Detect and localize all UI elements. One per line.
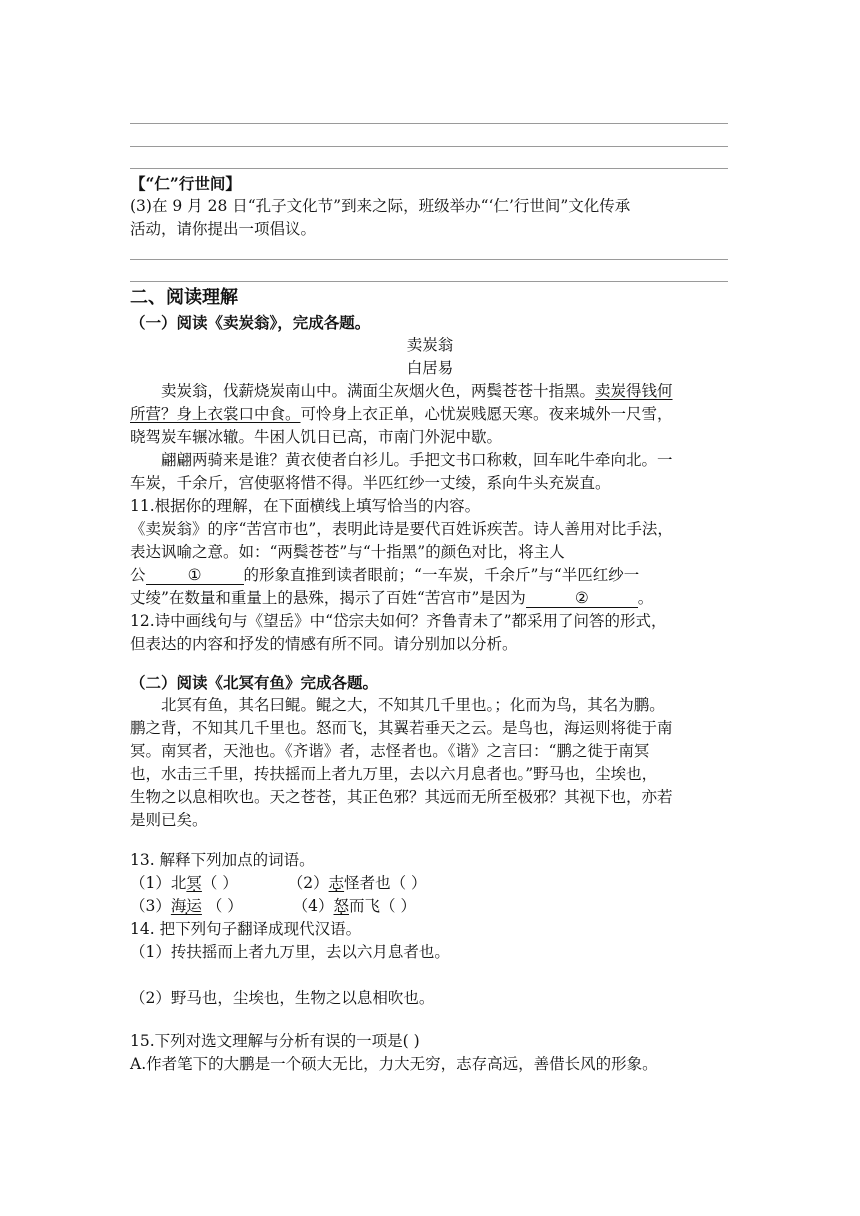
poem-para-1-line-2 bbox=[130, 403, 730, 426]
question-11-line-5 bbox=[130, 587, 730, 610]
question-14-1: （1）抟扶摇而上者九万里，去以六月息者也。 bbox=[130, 943, 450, 961]
question-3-line-1: (3)在 9 月 28 日“孔子文化节”到来之际，班级举办“‘仁’行世间”文化传承 bbox=[130, 197, 631, 215]
question-13: 13. 解释下列加点的词语。 bbox=[130, 851, 315, 869]
beiming-line-1: 北冥有鱼，其名曰鲲。鲲之大，不知其几千里也。；化而为鸟，其名为鹏。 bbox=[161, 696, 665, 714]
beiming-line-4: 也，水击三千里，抟扶摇而上者九万里，去以六月息者也。”野马也，尘埃也， bbox=[130, 765, 658, 783]
beiming-line-3: 冥。南冥者，天池也。《齐谐》者，志怪者也。《谐》之言曰：“鹏之徙于南冥 bbox=[130, 742, 650, 760]
section-ren-heading: 【“仁”行世间】 bbox=[130, 174, 241, 193]
question-14: 14. 把下列句子翻译成现代汉语。 bbox=[130, 920, 362, 938]
question-11-line-1: 11.根据你的理解，在下面横线上填写恰当的内容。 bbox=[130, 497, 481, 515]
answer-line bbox=[130, 281, 728, 282]
dotted-word: 冥 bbox=[186, 874, 202, 892]
answer-paren[interactable]: （ ） bbox=[201, 897, 243, 915]
answer-line bbox=[130, 146, 728, 147]
beiming-line-5: 生物之以息相吹也。天之苍苍，其正色邪？其远而无所至极邪？其视下也，亦若 bbox=[130, 788, 673, 806]
part-2-heading: （二）阅读《北冥有鱼》完成各题。 bbox=[130, 673, 379, 692]
answer-paren[interactable]: 而飞（ ） bbox=[349, 897, 416, 915]
section-2-title: 二、阅读理解 bbox=[130, 287, 238, 308]
question-text: 的形象直推到读者眼前；“一车炭，千余斤”与“半匹红纱一 bbox=[243, 566, 640, 584]
question-12-line-1: 12.诗中画线句与《望岳》中“岱宗夫如何？齐鲁青未了”都采用了问答的形式， bbox=[130, 612, 667, 630]
answer-line bbox=[130, 168, 728, 169]
dotted-word: 海运 bbox=[170, 897, 202, 915]
poem-para-1-line-3: 晓驾炭车辗冰辙。牛困人饥日已高，市南门外泥中歇。 bbox=[130, 428, 503, 446]
poem-text: 卖炭翁，伐薪烧炭南山中。满面尘灰烟火色，两鬓苍苍十指黑。 bbox=[161, 382, 596, 400]
question-13-row-2 bbox=[130, 895, 730, 918]
question-13-row-1 bbox=[130, 872, 730, 895]
question-14-2: （2）野马也，尘埃也，生物之以息相吹也。 bbox=[130, 989, 435, 1007]
blank-2[interactable]: ② bbox=[526, 589, 638, 608]
question-3-line-2: 活动，请你提出一项倡议。 bbox=[130, 220, 317, 238]
question-text: 公 bbox=[130, 566, 146, 584]
poem-author: 白居易 bbox=[406, 359, 454, 377]
underlined-question-sentence: 卖炭得钱何 bbox=[595, 382, 673, 400]
item-label: （1）北 bbox=[130, 874, 187, 892]
beiming-line-2: 鹏之背，不知其几千里也。怒而飞，其翼若垂天之云。是鸟也，海运则将徙于南 bbox=[130, 719, 673, 737]
item-label: （3） bbox=[130, 897, 171, 915]
question-text: 。 bbox=[637, 589, 654, 607]
question-15-option-a: A.作者笔下的大鹏是一个硕大无比，力大无穷，志存高远，善借长风的形象。 bbox=[130, 1055, 658, 1073]
blank-1[interactable]: ① bbox=[146, 566, 244, 585]
part-1-heading: （一）阅读《卖炭翁》，完成各题。 bbox=[130, 313, 371, 332]
dotted-word: 志 bbox=[328, 874, 345, 892]
answer-line bbox=[130, 123, 728, 124]
question-text: 丈绫”在数量和重量上的悬殊，揭示了百姓“苦宫市”是因为 bbox=[130, 589, 526, 607]
poem-text: 可怜身上衣正单，心忧炭贱愿天寒。夜来城外一尺雪， bbox=[300, 405, 673, 423]
answer-line bbox=[130, 259, 728, 260]
answer-paren[interactable]: 怪者也（ ） bbox=[344, 874, 427, 892]
underlined-question-sentence: 所营？身上衣裳口中食。 bbox=[130, 405, 301, 423]
question-11-line-4 bbox=[130, 564, 730, 587]
question-12-line-2: 但表达的内容和抒发的情感有所不同。请分别加以分析。 bbox=[130, 635, 518, 653]
question-11-line-3: 表达讽喻之意。如：“两鬓苍苍”与“十指黑”的颜色对比，将主人 bbox=[130, 543, 565, 561]
question-11-line-2: 《卖炭翁》的序“苦宫市也”，表明此诗是要代百姓诉疾苦。诗人善用对比手法， bbox=[130, 520, 673, 538]
beiming-line-6: 是则已矣。 bbox=[130, 811, 208, 829]
item-label: （2） bbox=[287, 874, 329, 892]
poem-para-1-line-1 bbox=[130, 380, 761, 403]
item-label: （4） bbox=[292, 897, 334, 915]
question-15: 15.下列对选文理解与分析有误的一项是( ) bbox=[130, 1032, 420, 1050]
poem-title: 卖炭翁 bbox=[406, 336, 454, 354]
answer-paren[interactable]: （ ） bbox=[201, 874, 238, 892]
poem-para-2-line-2: 车炭，千余斤，宫使驱将惜不得。半匹红纱一丈绫，系向牛头充炭直。 bbox=[130, 474, 611, 492]
dotted-word: 怒 bbox=[333, 897, 350, 915]
poem-para-2-line-1: 翩翩两骑来是谁？黄衣使者白衫儿。手把文书口称敕，回车叱牛牵向北。一 bbox=[161, 451, 673, 469]
